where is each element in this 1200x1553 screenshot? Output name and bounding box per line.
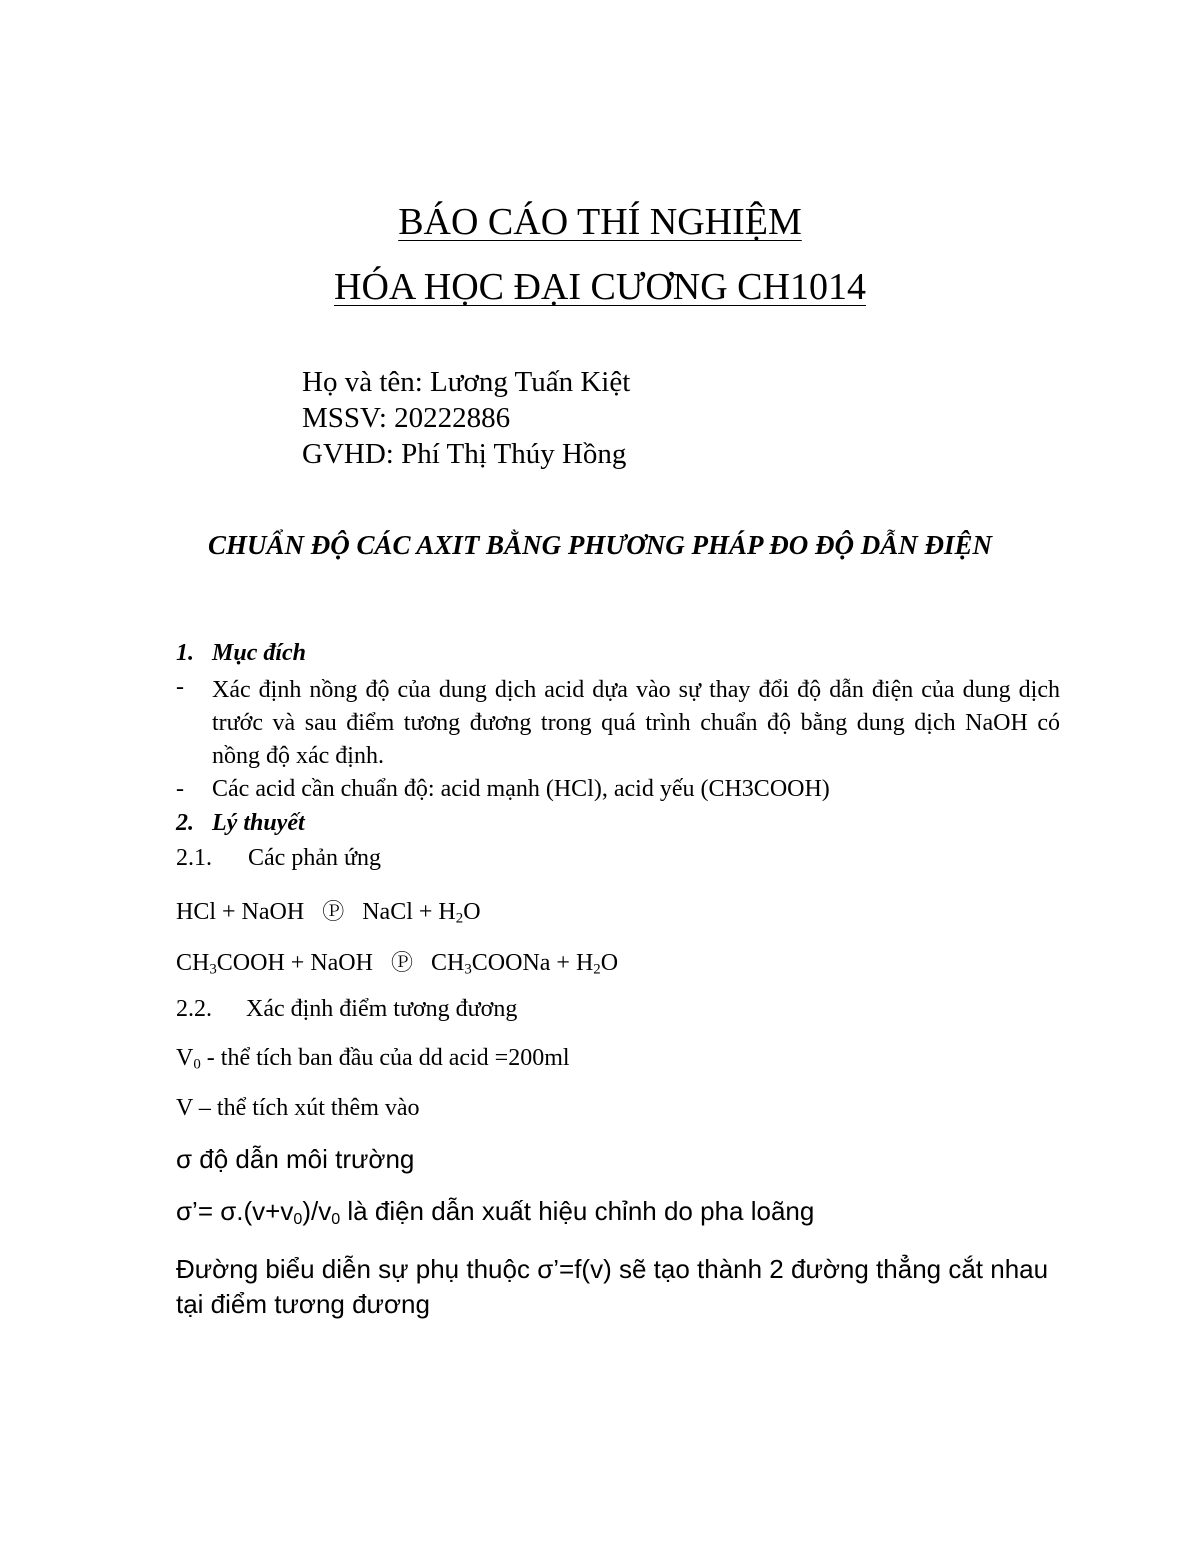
reaction-arrow-icon: Ⓟ (390, 951, 413, 976)
equation-ch3cooh (176, 946, 618, 977)
sigma-definition: σ độ dẫn môi trường (176, 1144, 415, 1174)
v-definition: V – thể tích xút thêm vào (176, 1095, 420, 1121)
instructor: GVHD: Phí Thị Thúy Hồng (302, 438, 627, 470)
v0-definition: $V_0$ - thể tích ban đầu của dd acid =200ml (176, 1045, 570, 1073)
equation-ch3cooh-products: $CH_3COONa + H_2O$ (430, 950, 619, 978)
equation-ch3cooh-reactants: $CH_3COOH$ + NaOH (176, 950, 373, 978)
sigma-corrected-formula: σ’= $\sigma.(v+v_0)/v_0$ là điện dẫn xuất hiệu chỉnh do pha loãng (176, 1196, 815, 1229)
equation-hcl (176, 895, 481, 926)
subsection-2-2-title: Xác định điểm tương đương (246, 996, 518, 1022)
purpose-bullet-1: Xác định nồng độ của dung dịch acid dựa vào sự thay đổi độ dẫn điện của dung dịch trước và sau điểm tương đương trong quá trình chuẩn độ bằng dung dịch NaOH có nồng độ xác định. (212, 677, 1060, 769)
report-title-line1: BÁO CÁO THÍ NGHIỆM (398, 201, 802, 243)
experiment-subject: CHUẨN ĐỘ CÁC AXIT BẰNG PHƯƠNG PHÁP ĐO ĐỘ DẪN ĐIỆN (208, 530, 992, 560)
conclusion-paragraph: Đường biểu diễn sự phụ thuộc σ’=f(v) sẽ tạo thành 2 đường thẳng cắt nhau tại điểm tương đương (176, 1254, 1049, 1319)
bullet-marker: - (176, 674, 184, 700)
subsection-2-1-number: 2.1. (176, 845, 212, 871)
section1-number: 1. (176, 640, 194, 666)
bullet-marker: - (176, 776, 184, 802)
report-title-line2: HÓA HỌC ĐẠI CƯƠNG CH1014 (334, 266, 866, 308)
section2-number: 2. (176, 810, 194, 836)
reaction-arrow-icon: Ⓟ (322, 900, 345, 925)
student-id: MSSV: 20222886 (302, 402, 511, 434)
section1-heading: Mục đích (212, 640, 307, 666)
purpose-bullet-2: Các acid cần chuẩn độ: acid mạnh (HCl), acid yếu (CH3COOH) (212, 776, 830, 802)
subsection-2-1-title: Các phản ứng (248, 845, 381, 871)
subsection-2-2-number: 2.2. (176, 996, 212, 1022)
equation-hcl-products: NaCl + $H_2O$ (362, 899, 481, 927)
section2-heading: Lý thuyết (212, 810, 305, 836)
equation-hcl-reactants: HCl + NaOH (176, 899, 305, 925)
student-name: Họ và tên: Lương Tuấn Kiệt (302, 366, 631, 398)
